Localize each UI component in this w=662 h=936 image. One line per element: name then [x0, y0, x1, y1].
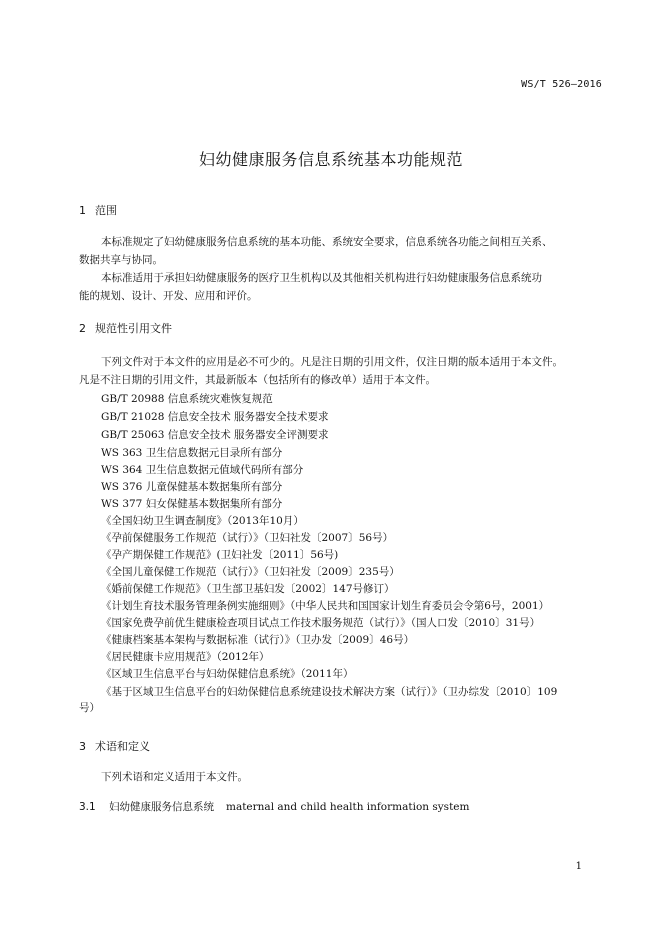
- reference-item: 《全国儿童保健工作规范（试行）》（卫妇社发〔2009〕235号）: [101, 566, 400, 578]
- term-entry: [79, 799, 469, 814]
- section-title: 规范性引用文件: [95, 322, 172, 335]
- section-title: 术语和定义: [95, 740, 150, 753]
- reference-item: 《全国妇幼卫生调查制度》（2013年10月）: [101, 515, 304, 527]
- reference-item: 《计划生育技术服务管理条例实施细则》（中华人民共和国国家计划生育委员会令第6号，2001）: [101, 600, 550, 612]
- paragraph: 本标准适用于承担妇幼健康服务的医疗卫生机构以及其他相关机构进行妇幼健康服务信息系统功: [101, 272, 542, 284]
- reference-item: WS 363 卫生信息数据元目录所有部分: [101, 447, 283, 459]
- reference-item: 《婚前保健工作规范》（卫生部卫基妇发〔2002〕147号修订）: [101, 583, 395, 595]
- section-number: 1: [79, 204, 86, 217]
- paragraph: 下列文件对于本文件的应用是必不可少的。凡是注日期的引用文件，仅注日期的版本适用于本文件。: [101, 356, 563, 368]
- term-number: 3.1: [79, 801, 96, 813]
- reference-item: WS 364 卫生信息数据元值域代码所有部分: [101, 464, 304, 476]
- standard-number: WS/T 526—2016: [521, 79, 602, 90]
- reference-item: WS 376 儿童保健基本数据集所有部分: [101, 481, 283, 493]
- reference-item: GB/T 21028 信息安全技术 服务器安全技术要求: [101, 411, 329, 423]
- document-title: 妇幼健康服务信息系统基本功能规范: [198, 150, 463, 169]
- reference-item-continuation: 号）: [79, 702, 100, 714]
- section-1-heading: [79, 202, 117, 218]
- reference-item: 《孕产期保健工作规范》(卫妇社发〔2011〕56号): [101, 549, 339, 561]
- paragraph: 凡是不注日期的引用文件，其最新版本（包括所有的修改单）适用于本文件。: [79, 374, 436, 386]
- section-3-heading: [79, 738, 150, 754]
- section-number: 2: [79, 322, 86, 335]
- page-number: 1: [575, 861, 582, 872]
- term-chinese: 妇幼健康服务信息系统: [109, 801, 214, 813]
- paragraph: 本标准规定了妇幼健康服务信息系统的基本功能、系统安全要求，信息系统各功能之间相互关系、: [101, 236, 553, 248]
- paragraph: 能的规划、设计、开发、应用和评价。: [79, 290, 258, 302]
- reference-item: 《国家免费孕前优生健康检查项目试点工作技术服务规范（试行）》（国人口发〔2010〕31号）: [101, 617, 541, 629]
- paragraph: 下列术语和定义适用于本文件。: [101, 771, 248, 783]
- section-2-heading: [79, 320, 172, 336]
- reference-item: 《基于区域卫生信息平台的妇幼保健信息系统建设技术解决方案（试行）》（卫办综发〔2010〕109: [101, 686, 558, 698]
- reference-item: 《居民健康卡应用规范》（2012年）: [101, 651, 270, 663]
- reference-item: GB/T 20988 信息系统灾难恢复规范: [101, 393, 273, 405]
- reference-item: 《健康档案基本架构与数据标准（试行）》（卫办发〔2009〕46号）: [101, 634, 415, 646]
- reference-item: WS 377 妇女保健基本数据集所有部分: [101, 498, 283, 510]
- reference-item: 《区域卫生信息平台与妇幼保健信息系统》（2011年）: [101, 668, 354, 680]
- section-title: 范围: [95, 204, 117, 217]
- term-english: maternal and child health information system: [226, 801, 470, 813]
- paragraph: 数据共享与协同。: [79, 254, 163, 266]
- section-number: 3: [79, 740, 86, 753]
- reference-item: GB/T 25063 信息安全技术 服务器安全评测要求: [101, 429, 329, 441]
- reference-item: 《孕前保健服务工作规范（试行）》（卫妇社发〔2007〕56号）: [101, 532, 394, 544]
